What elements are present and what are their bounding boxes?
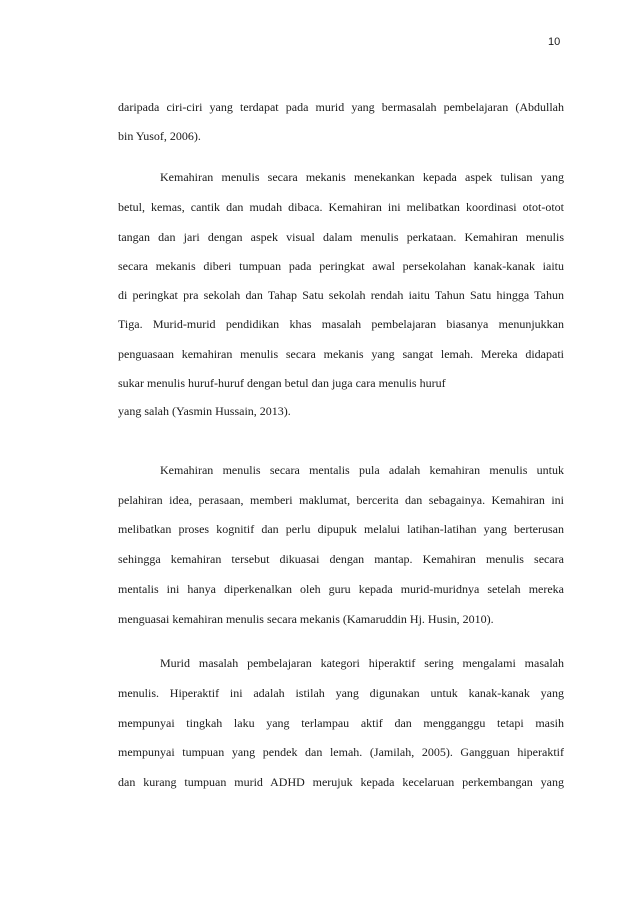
text-line: dan kurang tumpuan murid ADHD merujuk kepada kecelaruan perkembangan yang xyxy=(118,775,564,789)
text-line: Tiga. Murid-murid pendidikan khas masalah pembelajaran biasanya menunjukkan xyxy=(118,317,564,331)
text-line: Murid masalah pembelajaran kategori hiperaktif sering mengalami masalah xyxy=(160,656,564,670)
text-line: mempunyai tingkah laku yang terlampau aktif dan mengganggu tetapi masih xyxy=(118,716,564,730)
text-line: mentalis ini hanya diperkenalkan oleh guru kepada murid-muridnya setelah mereka xyxy=(118,582,564,596)
text-line: Kemahiran menulis secara mekanis menekankan kepada aspek tulisan yang xyxy=(160,170,564,184)
text-line: tangan dan jari dengan aspek visual dalam menulis perkataan. Kemahiran menulis xyxy=(118,230,564,244)
text-line: pelahiran idea, perasaan, memberi maklumat, bercerita dan sebagainya. Kemahiran ini xyxy=(118,493,564,507)
text-line: menulis. Hiperaktif ini adalah istilah yang digunakan untuk kanak-kanak yang xyxy=(118,686,564,700)
text-line: melibatkan proses kognitif dan perlu dipupuk melalui latihan-latihan yang berterusan xyxy=(118,522,564,536)
text-line: secara mekanis diberi tumpuan pada peringkat awal persekolahan kanak-kanak iaitu xyxy=(118,259,564,273)
text-line: yang salah (Yasmin Hussain, 2013). xyxy=(118,404,291,418)
text-line: sukar menulis huruf-huruf dengan betul dan juga cara menulis huruf xyxy=(118,376,446,390)
text-line: di peringkat pra sekolah dan Tahap Satu sekolah rendah iaitu Tahun Satu hingga Tahun xyxy=(118,288,564,302)
text-line: Kemahiran menulis secara mentalis pula adalah kemahiran menulis untuk xyxy=(160,463,564,477)
text-line: daripada ciri-ciri yang terdapat pada murid yang bermasalah pembelajaran (Abdullah xyxy=(118,100,564,114)
text-line: mempunyai tumpuan yang pendek dan lemah. (Jamilah, 2005). Gangguan hiperaktif xyxy=(118,745,564,759)
page-number: 10 xyxy=(548,36,561,48)
text-line: bin Yusof, 2006). xyxy=(118,129,201,143)
text-line: penguasaan kemahiran menulis secara mekanis yang sangat lemah. Mereka didapati xyxy=(118,347,564,361)
text-line: sehingga kemahiran tersebut dikuasai dengan mantap. Kemahiran menulis secara xyxy=(118,552,564,566)
text-line: menguasai kemahiran menulis secara mekanis (Kamaruddin Hj. Husin, 2010). xyxy=(118,612,494,626)
text-line: betul, kemas, cantik dan mudah dibaca. Kemahiran ini melibatkan koordinasi otot-otot xyxy=(118,200,564,214)
